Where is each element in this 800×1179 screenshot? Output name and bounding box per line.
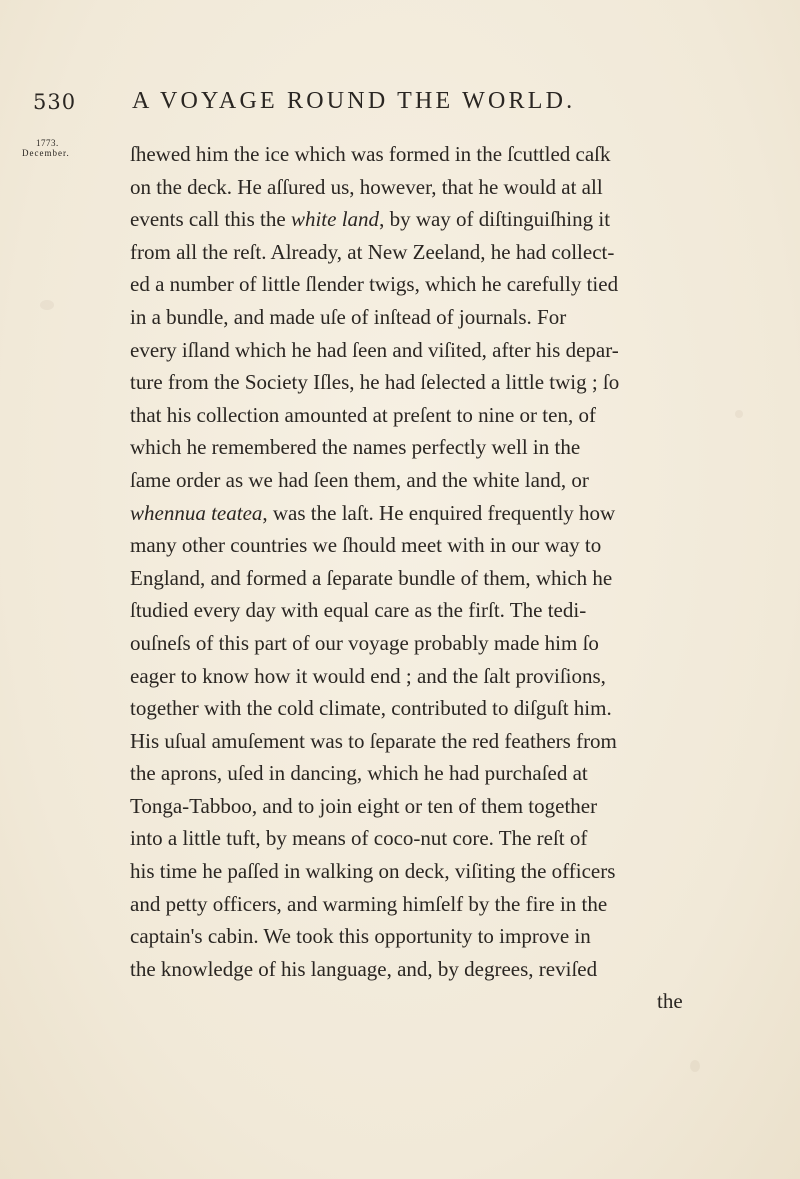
text-line xyxy=(130,790,790,823)
body-text xyxy=(130,138,790,1018)
text-line xyxy=(130,236,790,269)
text-line xyxy=(130,594,790,627)
text-run: and petty officers, and warming himſelf by the fire in the xyxy=(130,891,608,916)
text-line xyxy=(130,464,790,497)
text-run: , was the laſt. He enquired frequently how xyxy=(262,500,616,525)
text-line xyxy=(130,301,790,334)
text-run: eager to know how it would end ; and the ſalt proviſions, xyxy=(130,663,606,688)
page-header xyxy=(0,88,800,128)
margin-note-year: 1773. xyxy=(36,138,59,148)
text-run: England, and formed a ſeparate bundle of them, which he xyxy=(130,565,613,590)
text-run: ſhewed him the ice which was formed in the ſcuttled caſk xyxy=(130,142,611,166)
text-run: , by way of diſtinguiſhing it xyxy=(379,207,611,232)
text-line xyxy=(130,268,790,301)
text-line xyxy=(130,431,790,464)
text-line xyxy=(130,366,790,399)
text-line xyxy=(130,660,790,693)
text-run: the knowledge of his language, and, by degrees, reviſed xyxy=(130,956,598,981)
text-line xyxy=(130,627,790,660)
text-run: ture from the Society Iſles, he had ſelected a little twig ; ſo xyxy=(130,370,620,395)
text-run: into a little tuft, by means of coco-nut core. The reſt of xyxy=(130,826,588,851)
text-run: captain's cabin. We took this opportunity to improve in xyxy=(130,924,591,949)
text-line xyxy=(130,138,790,171)
text-line xyxy=(130,692,790,725)
text-run: which he remembered the names perfectly well in the xyxy=(130,435,581,460)
text-line xyxy=(130,562,790,595)
margin-note-month: December. xyxy=(22,148,70,158)
text-line xyxy=(130,399,790,432)
text-line xyxy=(130,888,790,921)
text-line xyxy=(130,497,790,530)
text-line xyxy=(130,725,790,758)
text-run: His uſual amuſement was to ſeparate the red feathers from xyxy=(130,728,617,753)
text-run: from all the reſt. Already, at New Zeeland, he had collect- xyxy=(130,239,615,264)
text-line xyxy=(130,529,790,562)
text-line xyxy=(130,203,790,236)
text-run: his time he paſſed in walking on deck, viſiting the officers xyxy=(130,859,616,884)
text-run: many other countries we ſhould meet with in our way to xyxy=(130,533,602,558)
text-run: ed a number of little ſlender twigs, which he carefully tied xyxy=(130,272,619,297)
text-run: events call this the xyxy=(130,207,291,232)
text-run: ſtudied every day with equal care as the firſt. The tedi- xyxy=(130,598,587,623)
text-run: ſame order as we had ſeen them, and the white land, or xyxy=(130,467,589,492)
text-run: the aprons, uſed in dancing, which he had purchaſed at xyxy=(130,761,588,786)
text-run: in a bundle, and made uſe of inſtead of journals. For xyxy=(130,304,567,329)
text-run: every iſland which he had ſeen and viſited, after his depar- xyxy=(130,337,619,362)
italic-text: whennua teatea xyxy=(130,500,263,525)
text-run: on the deck. He aſſured us, however, that he would at all xyxy=(130,174,603,199)
text-run: that his collection amounted at preſent to nine or ten, of xyxy=(130,402,596,427)
catchword: the xyxy=(657,989,683,1014)
text-run: Tonga-Tabboo, and to join eight or ten of them together xyxy=(130,793,598,818)
italic-text: white land xyxy=(290,207,380,232)
text-run: ouſneſs of this part of our voyage probably made him ſo xyxy=(130,630,599,655)
text-line xyxy=(130,953,790,986)
running-head: A VOYAGE ROUND THE WORLD. xyxy=(132,88,576,114)
page-number: 530 xyxy=(33,90,77,114)
text-line xyxy=(130,855,790,888)
text-line xyxy=(130,757,790,790)
text-line xyxy=(130,822,790,855)
text-run: together with the cold climate, contributed to diſguſt him. xyxy=(130,696,612,721)
text-line xyxy=(130,171,790,204)
text-line xyxy=(130,920,790,953)
paper-stain xyxy=(40,300,54,310)
paper-stain xyxy=(690,1060,700,1072)
margin-note xyxy=(22,138,92,158)
text-line xyxy=(130,334,790,367)
